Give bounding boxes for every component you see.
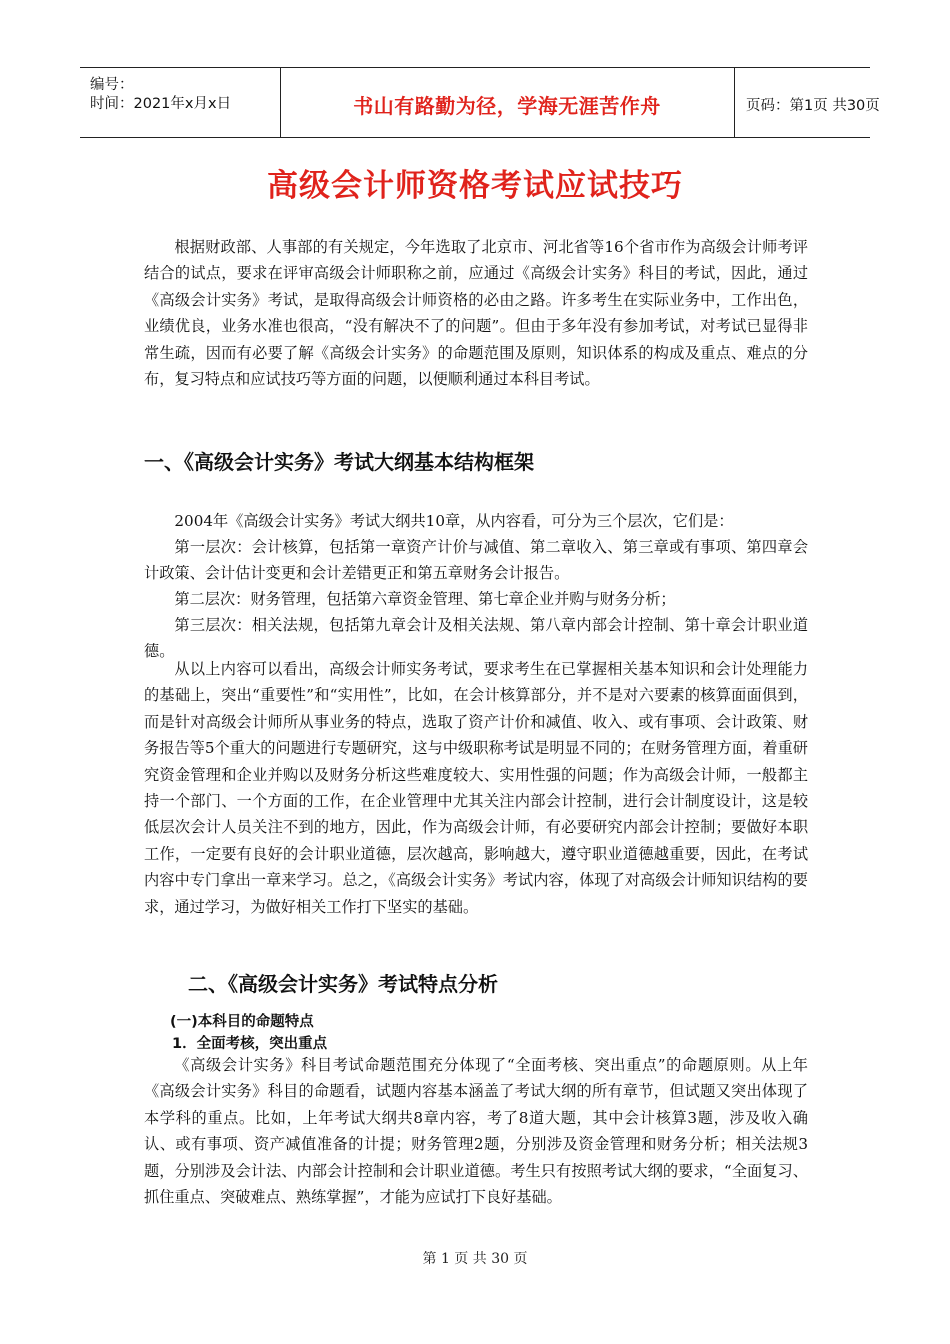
header-page-info: 页码：第1页 共30页 [746,98,880,114]
intro-paragraph: 根据财政部、人事部的有关规定，今年选取了北京市、河北省等16个省市作为高级会计师考评结合的试点，要求在评审高级会计师职称之前，应通过《高级会计实务》科目的考试，因此，通过《高级会计实务》考试，是取得高级会计师资格的必由之路。许多考生在实际业务中，工作出色，业绩优良，业务水准也很高，“没有解决不了的问题”。但由于多年没有参加考试，对考试已显得非常生疏，因而有必要了解《高级会计实务》的命题范围及原则，知识体系的构成及重点、难点的分布，复习特点和应试技巧等方面的问题，以便顺利通过本科目考试。 [144,238,808,389]
document-number-label: 编号： [90,77,134,93]
header-motto: 书山有路勤为径，学海无涯苦作舟 [353,94,661,118]
section1-paragraph-4: 第三层次：相关法规，包括第九章会计及相关法规、第八章内部会计控制、第十章会计职业道德。 [144,616,808,661]
section2-subheading-1: (一)本科目的命题特点 [170,1014,314,1030]
section1-paragraph-3: 第二层次：财务管理，包括第六章资金管理、第七章企业并购与财务分析； [174,590,676,608]
header-page-cell [734,68,880,137]
section1-paragraph-2: 第一层次：会计核算，包括第一章资产计价与减值、第二章收入、第三章或有事项、第四章会计政策、会计估计变更和会计差错更正和第五章财务会计报告。 [144,538,808,583]
header-motto-cell [280,68,735,137]
section1-paragraph-5: 从以上内容可以看出，高级会计师实务考试，要求考生在已掌握相关基本知识和会计处理能力的基础上，突出“重要性”和“实用性”，比如，在会计核算部分，并不是对六要素的核算面面俱到，而是针对高级会计师所从事业务的特点，选取了资产计价和减值、收入、或有事项、会计政策、财务报告等5个重大的问题进行专题研究，这与中级职称考试是明显不同的；在财务管理方面，着重研究资金管理和企业并购以及财务分析这些难度较大、实用性强的问题；作为高级会计师，一般都主持一个部门、一个方面的工作，在企业管理中尤其关注内部会计控制，进行会计制度设计，这是较低层次会计人员关注不到的地方，因此，作为高级会计师，有必要研究内部会计控制；要做好本职工作，一定要有良好的会计职业道德，层次越高，影响越大，遵守职业道德越重要，因此，在考试内容中专门拿出一章来学习。总之，《高级会计实务》考试内容，体现了对高级会计师知识结构的要求，通过学习，为做好相关工作打下坚实的基础。 [144,660,808,916]
header-meta-cell [80,68,281,137]
page-footer: 第 1 页 共 30 页 [422,1251,528,1267]
section2-heading: 二、《高级会计实务》考试特点分析 [188,972,498,996]
document-date-label: 时间：2021年x月x日 [90,96,232,112]
document-title: 高级会计师资格考试应试技巧 [267,168,683,204]
section2-subheading-1-1: 1．全面考核，突出重点 [172,1036,328,1052]
page-header [80,67,880,138]
section1-paragraph-1: 2004年《高级会计实务》考试大纲共10章，从内容看，可分为三个层次，它们是： [174,512,734,530]
section2-paragraph-1: 《高级会计实务》科目考试命题范围充分体现了“全面考核、突出重点”的命题原则。从上年《高级会计实务》科目的命题看，试题内容基本涵盖了考试大纲的所有章节，但试题又突出体现了本学科的重点。比如，上年考试大纲共8章内容，考了8道大题，其中会计核算3题，涉及收入确认、或有事项、资产减值准备的计提；财务管理2题，分别涉及资金管理和财务分析；相关法规3题，分别涉及会计法、内部会计控制和会计职业道德。考生只有按照考试大纲的要求，“全面复习、抓住重点、突破难点、熟练掌握”，才能为应试打下良好基础。 [144,1056,808,1207]
section1-heading: 一、《高级会计实务》考试大纲基本结构框架 [144,450,534,474]
